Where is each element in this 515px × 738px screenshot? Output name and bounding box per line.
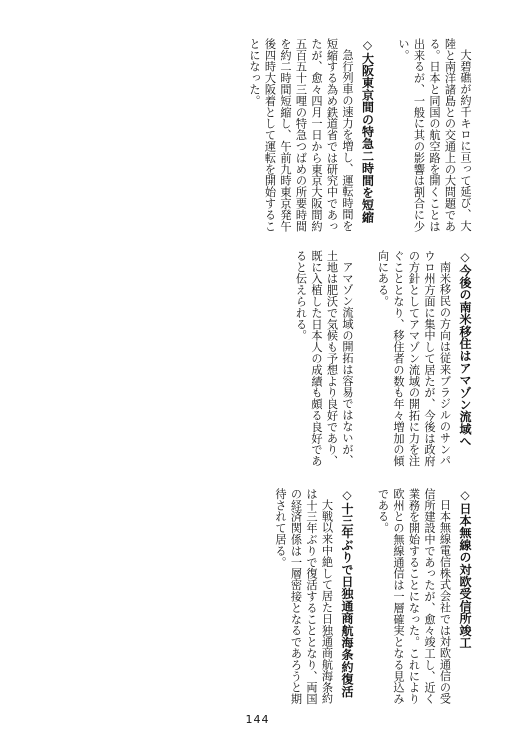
article-amazon-continued bbox=[293, 250, 355, 475]
top-tier bbox=[36, 38, 473, 238]
page-number: 144 bbox=[245, 713, 270, 726]
article-body: 南米移民の方向は従来ブラジルのサンパウロ州方面に集中して居たが、今後は政府の方針としてアマゾン流域の開拓に力を注ぐこととなり、移住者の数も年々増加の傾向にある。 bbox=[376, 250, 452, 467]
article-body: アマゾン流域の開拓は容易ではないが、土地は肥沃で気候も予想より良好であり、既に入植した日本人の成績も頗る良好であると伝えられる。 bbox=[294, 250, 354, 467]
article-radio-station bbox=[375, 488, 473, 713]
article-heading: ◇日本無線の対欧受信所竣工 bbox=[458, 488, 472, 649]
article-coral-reef bbox=[396, 38, 474, 238]
article-heading: ◇十三年ぶりで日独通商航海条約復活 bbox=[340, 488, 354, 698]
article-heading: ◇今後の南米移住はアマゾン流域へ bbox=[458, 250, 472, 448]
article-trade-treaty bbox=[273, 488, 356, 713]
article-amazon-emigration bbox=[375, 250, 473, 475]
article-express-train bbox=[247, 38, 376, 238]
middle-tier bbox=[36, 250, 473, 475]
article-body: 急行列車の速力を増し、運転時間を短縮する為め鉄道省では研究中であったが、愈々四月一日から東京大阪間約五百五十三哩の特急つばめの所要時間を約二時間短縮し、午前九時東京発午後四時大阪着として運転を開始することになった。 bbox=[248, 38, 354, 232]
article-heading: ◇大阪東京間の特急二時間を短縮 bbox=[360, 38, 375, 223]
article-body: 大戦以来中絶して居た日独通商航海条約は十三年ぶりで復活することとなり、両国の経済関係は一層密接となるであろうと期待されて居る。 bbox=[274, 488, 334, 705]
bottom-tier bbox=[36, 488, 473, 713]
article-body: 日本無線電信株式会社では対欧通信の受信所建設中であったが、愈々竣工し、近く業務を開始することになった。これにより欧州との無線通信は一層確実となる見込みである。 bbox=[376, 488, 452, 705]
article-body: 大碧礁が約千キロに亘って延び、大陸と南洋諸島との交通上の大問題である。日本と同国の航空路を開くことは出来るが、一般に其の影響は割合に少い。 bbox=[397, 38, 472, 232]
